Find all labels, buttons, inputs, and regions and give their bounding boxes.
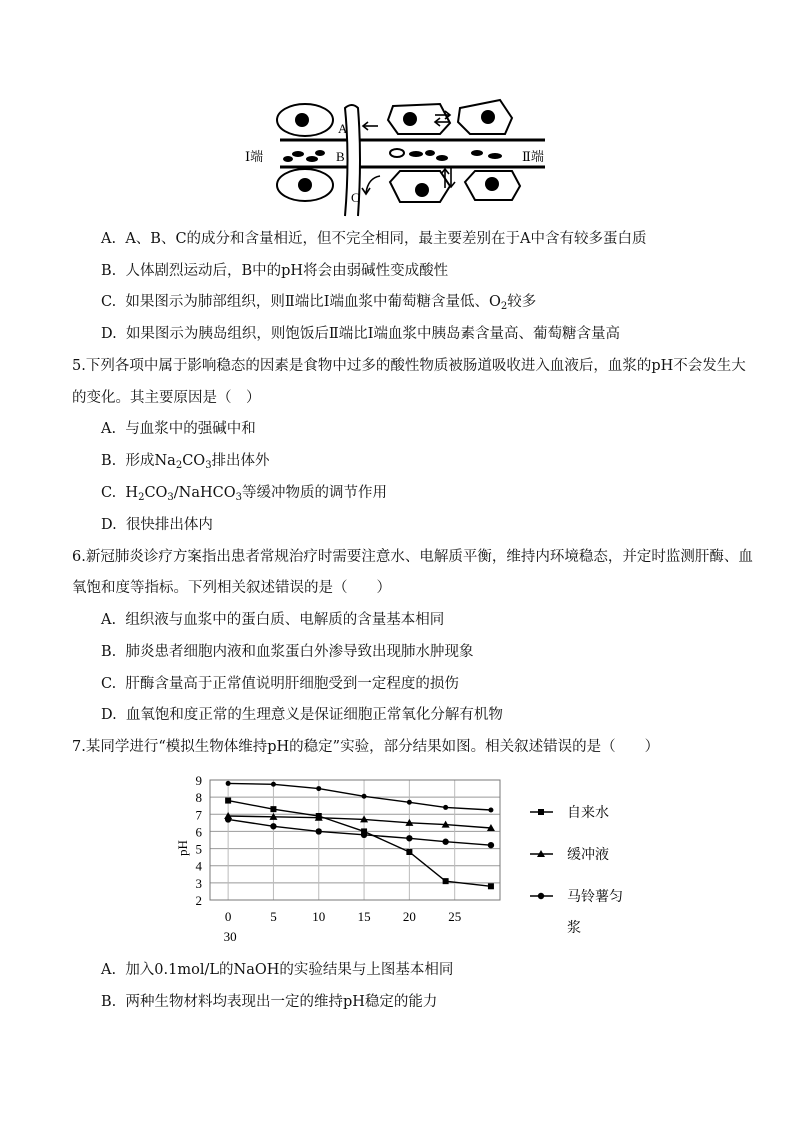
series-line [228, 819, 491, 845]
legend-label: 缓冲液 [567, 847, 609, 863]
series-line [228, 816, 491, 828]
q4-option-d: D. 如果图示为胰岛组织，则饱饭后Ⅱ端比Ⅰ端血浆中胰岛素含量高、葡萄糖含量高 [101, 326, 621, 342]
q4-option-a: A. A、B、C的成分和含量相近，但不完全相同，最主要差别在于A中含有较多蛋白质 [101, 231, 647, 247]
marker-circle [361, 832, 367, 838]
q5-option-c: C. $H_2CO_3/NaHCO_3$等缓冲物质的调节作用 [101, 485, 388, 503]
marker-square [406, 849, 412, 855]
q6-stem-line1: 6.新冠肺炎诊疗方案指出患者常规治疗时需要注意水、电解质平衡，维持内环境稳态，并定时监测肝酶、血 [72, 549, 753, 565]
q5-stem-line1: 5.下列各项中属于影响稳态的因素是食物中过多的酸性物质被肠道吸收进入血液后，血浆的pH不会发生大 [72, 358, 746, 374]
marker-circle [406, 835, 412, 841]
ph-line-chart [175, 768, 655, 948]
marker-square [225, 798, 231, 804]
y-tick-label: 6 [195, 824, 202, 840]
marker-dot [316, 786, 321, 791]
x-tick-label: 25 [448, 909, 462, 924]
y-tick-label: 8 [195, 790, 202, 806]
q6-option-c: C. 肝酶含量高于正常值说明肝细胞受到一定程度的损伤 [101, 676, 459, 692]
x-tick-label: 10 [312, 909, 326, 924]
q6-option-d: D. 血氧饱和度正常的生理意义是保证细胞正常氧化分解有机物 [101, 707, 503, 723]
label-end-II: Ⅱ端 [522, 150, 544, 165]
y-tick-label: 2 [195, 893, 202, 908]
marker-dot [226, 781, 231, 786]
x-tick-label: 5 [270, 909, 277, 924]
marker-square [443, 878, 449, 884]
x-tick-label: 20 [402, 909, 416, 924]
q5-stem-line2: 的变化。其主要原因是（ ） [72, 390, 261, 406]
marker-dot [407, 800, 412, 805]
tissue-capillary-diagram [245, 98, 560, 218]
series-line [228, 801, 491, 887]
y-tick-label: 4 [195, 858, 202, 874]
q4-option-c: C. 如果图示为肺部组织，则Ⅱ端比Ⅰ端血浆中葡萄糖含量低、$O_2$较多 [101, 294, 537, 312]
q5-option-a: A. 与血浆中的强碱中和 [101, 421, 256, 437]
marker-circle [270, 823, 276, 829]
marker-dot [443, 805, 448, 810]
y-tick-label: 7 [195, 807, 202, 823]
x-tick-label-extra: 30 [223, 929, 237, 944]
y-tick-label: 3 [195, 875, 202, 891]
q4-option-b: B. 人体剧烈运动后，B中的pH将会由弱碱性变成酸性 [101, 263, 449, 279]
marker-square [488, 883, 494, 889]
x-tick-label: 15 [357, 909, 371, 924]
q5-option-b: B. 形成$Na_2CO_3$排出体外 [101, 453, 270, 471]
marker-square [538, 809, 544, 815]
q7-option-a: A. 加入0.1mol/L的NaOH的实验结果与上图基本相同 [101, 962, 454, 978]
q7-option-b: B. 两种生物材料均表现出一定的维持pH稳定的能力 [101, 994, 438, 1010]
marker-circle [538, 893, 544, 899]
cell-upper-2 [388, 104, 450, 134]
x-tick-label: 0 [224, 909, 232, 924]
legend-label-cont: 浆 [567, 920, 581, 936]
marker-circle [488, 842, 494, 848]
marker-circle [442, 839, 448, 845]
marker-dot [488, 808, 493, 813]
label-A: A [338, 121, 348, 136]
label-end-I: Ⅰ端 [245, 150, 264, 165]
marker-dot [362, 794, 367, 799]
marker-circle [225, 816, 231, 822]
label-B: B [336, 149, 345, 164]
q5-option-d: D. 很快排出体内 [101, 517, 213, 533]
label-C: C [351, 190, 360, 205]
y-axis-label: pH [175, 840, 190, 856]
y-tick-label: 9 [195, 773, 202, 788]
marker-circle [316, 828, 322, 834]
q6-option-a: A. 组织液与血浆中的蛋白质、电解质的含量基本相同 [101, 612, 445, 628]
legend-label: 自来水 [567, 805, 609, 821]
marker-dot [271, 782, 276, 787]
q6-option-b: B. 肺炎患者细胞内液和血浆蛋白外渗导致出现肺水肿现象 [101, 644, 474, 660]
q7-stem: 7.某同学进行“模拟生物体维持pH的稳定”实验，部分结果如图。相关叙述错误的是（ ） [72, 739, 660, 755]
q6-stem-line2: 氧饱和度等指标。下列相关叙述错误的是（ ） [72, 580, 391, 596]
marker-square [270, 806, 276, 812]
y-tick-label: 5 [195, 841, 202, 857]
legend-label: 马铃薯匀 [567, 889, 623, 905]
